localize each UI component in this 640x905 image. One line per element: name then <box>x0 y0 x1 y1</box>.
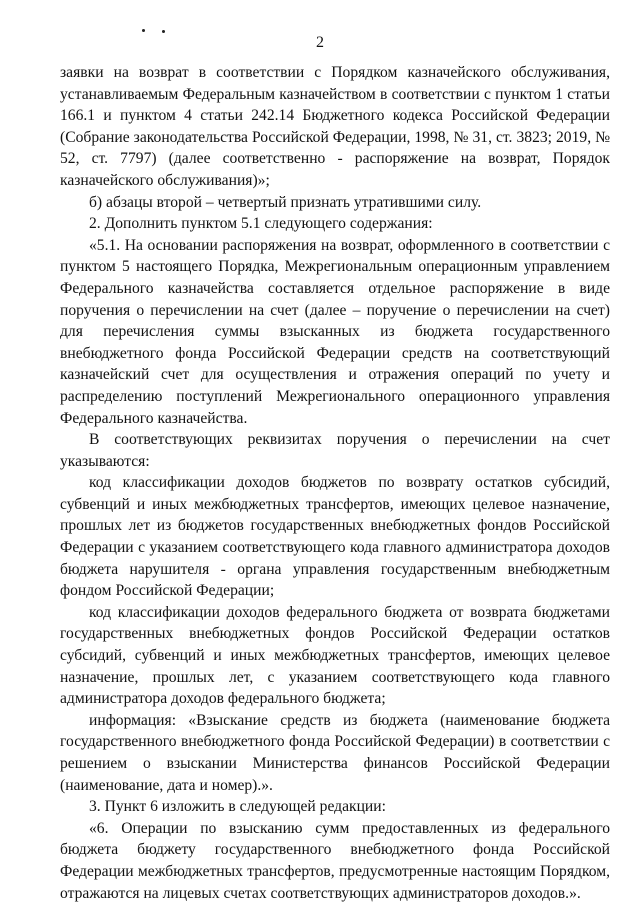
paragraph-information: информация: «Взыскание средств из бюджета (наименование бюджета государственного внебюджетного фонда Российской Федерации) в соответствии с решением о взыскании Министерства финансов Российской Федерации (наименование, дата и номер).». <box>60 711 610 794</box>
paragraph-item-3: 3. Пункт 6 изложить в следующей редакции: <box>89 798 386 816</box>
paragraph-code-2: код классификации доходов федерального бюджета от возврата бюджетами государственных внебюджетных фондов Российской Федерации остатков субсидий, субвенций и иных межбюджетных трансфертов, имеющих целевое назначение, прошлых лет, с указанием соответствующего кода главного администратора доходов федерального бюджета; <box>60 603 610 708</box>
paragraph-requisites: В соответствующих реквизитах поручения о перечислении на счет указываются: <box>60 431 610 470</box>
paragraph-item-b: б) абзацы второй – четвертый признать утратившими силу. <box>89 193 482 211</box>
paragraph-item-2: 2. Дополнить пунктом 5.1 следующего содержания: <box>89 215 433 233</box>
document-body <box>60 62 610 904</box>
paragraph-continuation: заявки на возврат в соответствии с Порядком казначейского обслуживания, устанавливаемым Федеральным казначейством в соответствии с пунктом 1 статьи 166.1 и пунктом 4 статьи 242.14 Бюджетного кодекса Российской Федерации (Собрание законодательства Российской Федерации, 1998, № 31, ст. 3823; 2019, № 52, ст. 7797) (далее соответственно - распоряжение на возврат, Порядок казначейского обслуживания)»; <box>60 64 610 189</box>
paragraph-clause-5-1: «5.1. На основании распоряжения на возврат, оформленного в соответствии с пунктом 5 настоящего Порядка, Межрегиональным операционным управлением Федерального казначейства составляется отдельное распоряжение в виде поручения о перечислении на счет (далее – поручение о перечислении на счет) для перечисления суммы взысканных из бюджета государственного внебюджетного фонда Российской Федерации средств на соответствующий казначейский счет для осуществления и отражения операций по учету и распределению поступлений Межрегионального операционного управления Федерального казначейства. <box>60 236 610 427</box>
paragraph-code-1: код классификации доходов бюджетов по возврату остатков субсидий, субвенций и иных межбюджетных трансфертов, имеющих целевое назначение, прошлых лет из бюджетов государственных внебюджетных фондов Российской Федерации с указанием соответствующего кода главного администратора доходов бюджета нарушителя - органа управления государственным внебюджетным фондом Российской Федерации; <box>60 474 610 600</box>
scan-speck <box>142 29 145 32</box>
paragraph-clause-6: «6. Операции по взысканию сумм предоставленных из федерального бюджета бюджету государственного внебюджетного фонда Российской Федерации межбюджетных трансфертов, предусмотренные настоящим Порядком, отражаются на лицевых счетах соответствующих администраторов доходов.». <box>60 819 610 902</box>
page-number: 2 <box>316 34 324 51</box>
